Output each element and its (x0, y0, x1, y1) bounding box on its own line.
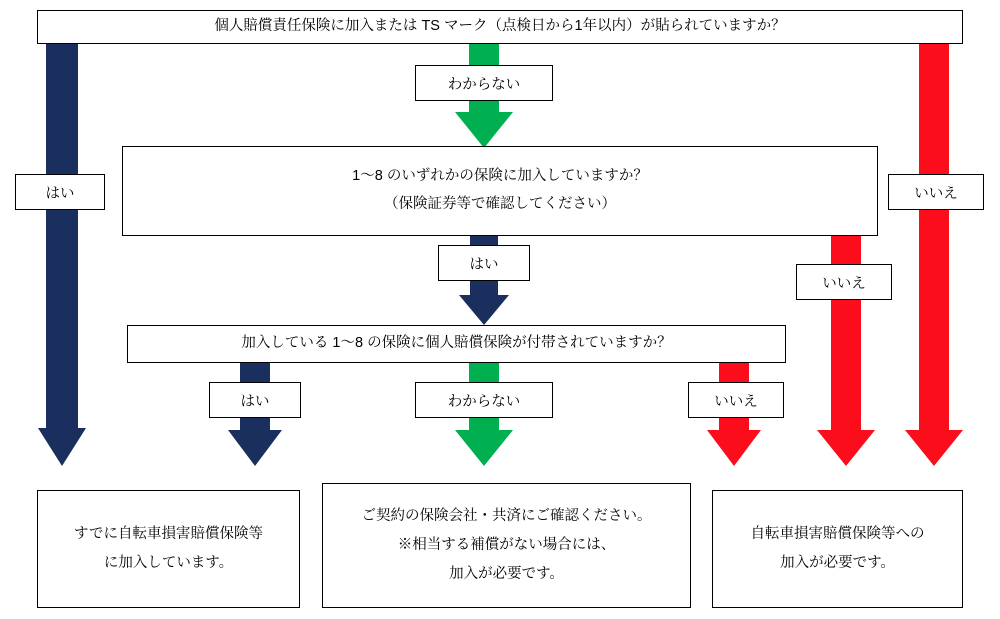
result-box-confirm-with-insurer (322, 483, 691, 608)
question-box-q1 (37, 10, 963, 44)
arrow-q1-no (905, 42, 963, 466)
question-box-q3 (127, 325, 786, 363)
question-q2-line-2: （保険証券等で確認してください） (384, 196, 616, 212)
result-1-line-2: に加入しています。 (103, 555, 234, 571)
arrow-q1-yes (38, 42, 86, 466)
result-2-line-1: ご契約の保険会社・共済にご確認ください。 (361, 508, 652, 524)
branch-label-q1-unknown: わからない (415, 65, 553, 101)
result-1-line-1: すでに自転車損害賠償保険等 (74, 526, 263, 542)
question-q2-line-1: 1〜8 のいずれかの保険に加入していますか？ (352, 168, 648, 185)
branch-label-q3-unknown: わからない (415, 382, 553, 418)
result-box-need-insurance (712, 490, 963, 608)
result-2-line-2: ※相当する補償がない場合には、 (397, 537, 616, 553)
question-q1-line-1: 個人賠償責任保険に加入または TS マーク（点検日から1年以内）が貼られていますか？ (214, 18, 786, 35)
question-box-q2 (122, 146, 878, 236)
branch-label-q1-yes: はい (15, 174, 105, 210)
result-3-line-2: 加入が必要です。 (780, 555, 895, 571)
result-3-line-1: 自転車損害賠償保険等への (750, 526, 925, 542)
branch-label-q2-no: いいえ (796, 264, 892, 300)
branch-label-q3-no: いいえ (688, 382, 784, 418)
question-q3-line-1: 加入している 1〜8 の保険に個人賠償保険が付帯されていますか？ (241, 335, 672, 352)
branch-label-q2-yes: はい (438, 245, 530, 281)
result-2-line-3: 加入が必要です。 (449, 566, 564, 582)
branch-label-q1-no: いいえ (888, 174, 984, 210)
result-box-already-insured (37, 490, 300, 608)
branch-label-q3-yes: はい (209, 382, 301, 418)
